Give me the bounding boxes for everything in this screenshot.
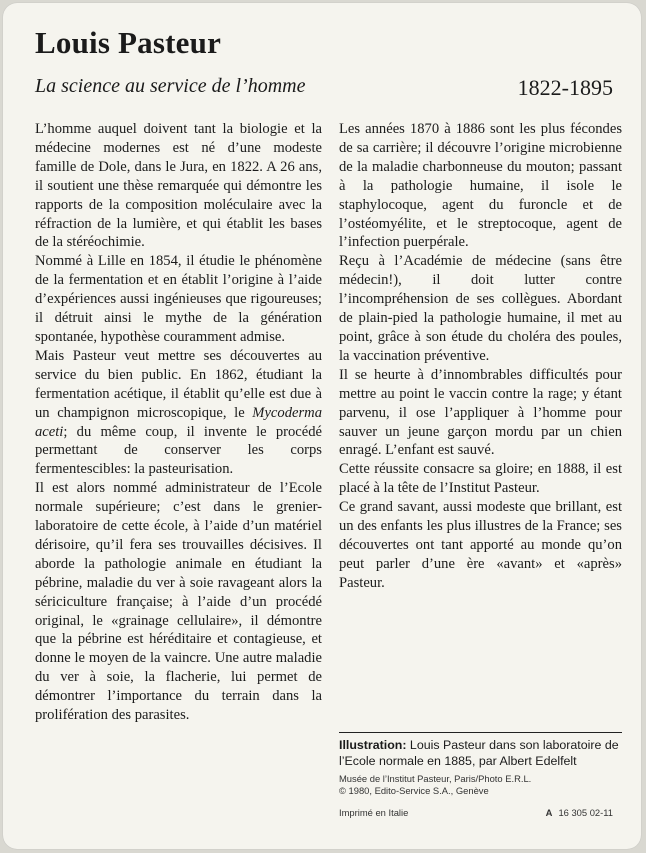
page-title: Louis Pasteur <box>35 25 222 60</box>
paragraph: Cette réussite consacre sa gloire; en 1888, il est placé à la tête de l’Institut Pasteur. <box>339 461 622 497</box>
paragraph: Ce grand savant, aussi modeste que brillant, est un des enfants les plus illustres de la France; ses découvertes ont tant apporté au monde qu’on peut parler d’une ère «avant» et «après» Pasteur. <box>339 499 622 591</box>
card <box>3 3 641 849</box>
illustration-caption <box>339 738 622 769</box>
paragraph: L’homme auquel doivent tant la biologie et la médecine modernes est né d’une modeste famille de Dole, dans le Jura, en 1822. A 26 ans, il soutient une thèse remarquée qui démontre les rapports de la composition moléculaire avec la réfraction de la lumière, et qui établit les bases de la stéréochimie. <box>35 121 322 251</box>
paragraph: Les années 1870 à 1886 sont les plus fécondes de sa carrière; il découvre l’origine microbienne de la maladie charbonneuse du mouton; passant à la pathologie humaine, il isole le staphylocoque, agent du furoncle et de l’ostéomyélite, et le streptocoque, agent de l’infection puerpérale. <box>339 121 622 251</box>
paragraph: Il se heurte à d’innombrables difficultés pour mettre au point le vaccin contre la rage; y étant parvenu, il ose l’appliquer à l’homme pour sauver un jeune garçon mordu par un chien enragé. L’enfant est sauvé. <box>339 366 622 459</box>
paragraph: Il est alors nommé administrateur de l’Ecole normale supérieure; c’est dans le grenier-laboratoire de cette école, à l’aide d’un matériel dérisoire, qu’il fera ses trouvailles décisives. Il aborde la pathologie animale en étudiant la pébrine, maladie du ver à soie ravageant alors la sériciculture française; à l’aide d’un procédé original, le «grainage cellulaire», il démontre que la pébrine est héréditaire et contagieuse, et donne le moyen de la vaincre. Une autre maladie du ver à soie, la flacherie, lui permet de démontrer l’importance du terrain dans la prolifération des parasites. <box>35 480 322 724</box>
divider <box>339 732 622 733</box>
credit-line: Musée de l’Institut Pasteur, Paris/Photo E.R.L. <box>339 773 532 784</box>
code-number: 16 305 02-11 <box>558 807 613 818</box>
illustration-label: Illustration: <box>339 738 407 752</box>
right-column <box>339 120 622 593</box>
paragraph: Mais Pasteur veut mettre ses découvertes au service du bien public. En 1862, étudiant la fermentation acétique, il établit qu’elle est due à un champignon microscopique, le Mycoderma aceti; du même coup, il invente le procédé permettant de conserver les corps fermentescibles: la pasteurisation. <box>35 347 322 478</box>
paragraph: Nommé à Lille en 1854, il étudie le phénomène de la fermentation et en établit l’origine à l’aide d’expériences aussi ingénieuses que rigoureuses; il détruit ainsi le mythe de la génération spontanée, hypothèse couramment admise. <box>35 253 322 345</box>
printed-in: Imprimé en Italie <box>339 807 409 818</box>
left-column <box>35 120 322 725</box>
page-subtitle: La science au service de l’homme <box>35 75 306 97</box>
credit-line: © 1980, Edito-Service S.A., Genève <box>339 785 489 796</box>
species-name: Mycoderma aceti <box>35 404 322 440</box>
photo-credits <box>339 773 622 797</box>
illustration-text: Louis Pasteur dans son laboratoire de l’Ecole normale en 1885, par Albert Edelfelt <box>339 738 619 768</box>
series-letter: A <box>545 807 553 818</box>
life-dates: 1822-1895 <box>517 75 613 100</box>
card-code <box>546 807 613 818</box>
paragraph: Reçu à l’Académie de médecine (sans être médecin!), il doit lutter contre l’incompréhension de ses collègues. Abordant de plain-pied la pathologie humaine, il met au point, grâce à son étude du choléra des poules, la vaccination préventive. <box>339 253 622 364</box>
